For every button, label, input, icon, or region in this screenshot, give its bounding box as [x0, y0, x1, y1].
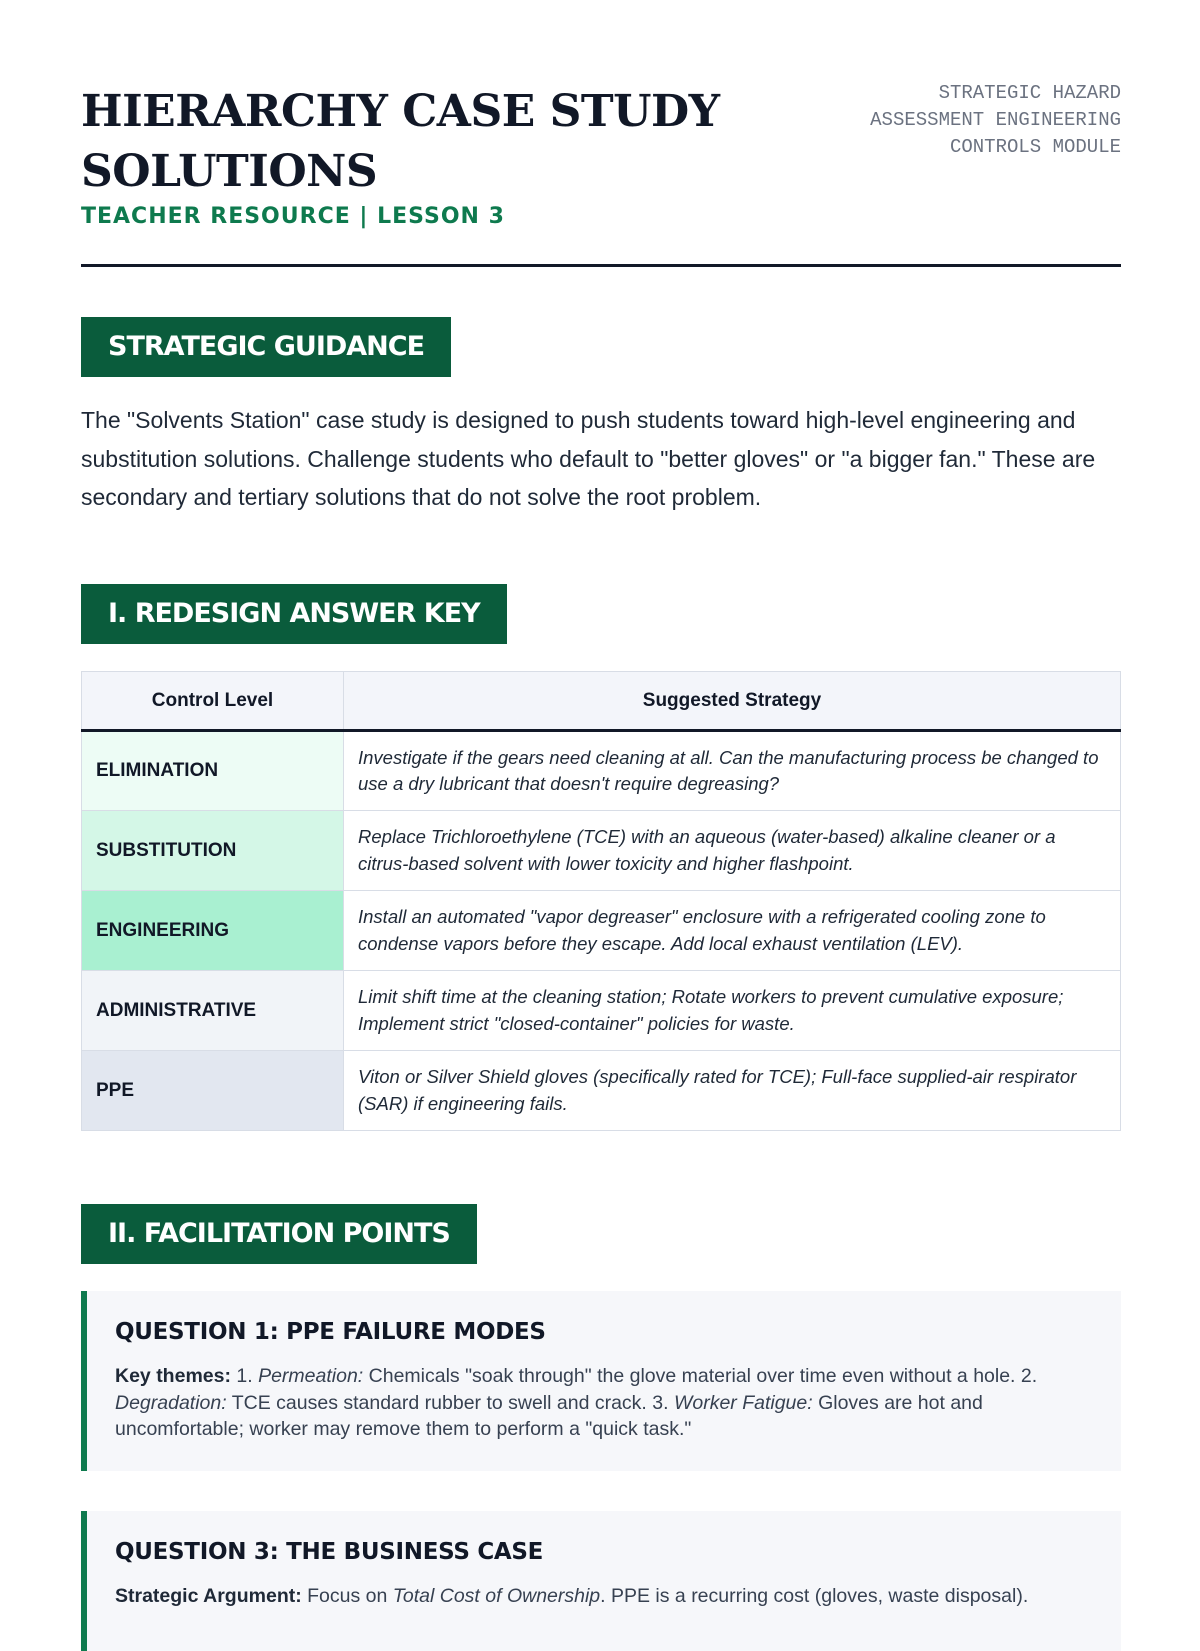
table-row	[82, 1051, 1121, 1131]
term-total-cost-of-ownership: Total Cost of Ownership	[392, 1585, 601, 1607]
table-row	[82, 891, 1121, 971]
term-degradation: Degradation:	[115, 1391, 227, 1414]
term-worker-fatigue: Worker Fatigue:	[673, 1391, 813, 1414]
guidance-paragraph: The "Solvents Station" case study is designed to push students toward high-level engineering and substitution solutions. Challenge students who default to "better gloves" or "a bigger fan." These are secondary and tertiary solutions that do not solve the root problem.	[81, 407, 1096, 510]
question-1-text: Chemicals "soak through" the glove material over time even without a hole. 2.	[363, 1365, 1038, 1387]
table-header-row	[82, 672, 1121, 731]
strategy-cell: Install an automated "vapor degreaser" enclosure with a refrigerated cooling zone to condense vapors before they escape. Add local exhaust ventilation (LEV).	[344, 891, 1121, 971]
strategy-cell: Viton or Silver Shield gloves (specifically rated for TCE); Full-face supplied-air respirator (SAR) if engineering fails.	[344, 1051, 1121, 1131]
key-themes-label: Key themes:	[115, 1365, 231, 1387]
control-level-cell: ELIMINATION	[82, 731, 344, 811]
section-heading-redesign: I. REDESIGN ANSWER KEY	[81, 584, 507, 644]
control-level-cell: SUBSTITUTION	[82, 811, 344, 891]
control-level-cell: ADMINISTRATIVE	[82, 971, 344, 1051]
table-row	[82, 971, 1121, 1051]
question-1-text: TCE causes standard rubber to swell and crack. 3.	[226, 1391, 674, 1414]
question-1-text: 1.	[230, 1365, 259, 1387]
column-header-control-level: Control Level	[82, 672, 344, 731]
document-header	[81, 0, 1121, 267]
strategic-argument-label: Strategic Argument:	[115, 1585, 302, 1607]
question-1-text: Gloves are hot and uncomfortable; worker may remove them to perform a "quick task."	[115, 1391, 983, 1440]
document-page	[81, 0, 1121, 1607]
section-heading-guidance: STRATEGIC GUIDANCE	[81, 317, 451, 377]
strategy-cell: Limit shift time at the cleaning station; Rotate workers to prevent cumulative exposure; Implement strict "closed-container" policies for waste.	[344, 971, 1121, 1051]
column-header-suggested-strategy: Suggested Strategy	[344, 672, 1121, 731]
strategy-cell: Investigate if the gears need cleaning at all. Can the manufacturing process be changed to use a dry lubricant that doesn't require degreasing?	[344, 731, 1121, 811]
table-row	[82, 811, 1121, 891]
strategy-cell: Replace Trichloroethylene (TCE) with an aqueous (water-based) alkaline cleaner or a citrus-based solvent with lower toxicity and higher flashpoint.	[344, 811, 1121, 891]
term-permeation: Permeation:	[258, 1365, 364, 1387]
page-subtitle: TEACHER RESOURCE | LESSON 3	[81, 204, 505, 229]
question-3-body	[115, 1583, 1094, 1610]
module-label: STRATEGIC HAZARD ASSESSMENT ENGINEERING CONTROLS MODULE	[870, 82, 1121, 158]
question-1-title: QUESTION 1: PPE FAILURE MODES	[115, 1319, 546, 1345]
question-3-text: . PPE is a recurring cost (gloves, waste disposal).	[600, 1585, 1029, 1607]
control-level-cell: ENGINEERING	[82, 891, 344, 971]
answer-key-table	[81, 671, 1121, 1131]
question-3-text: Focus on	[301, 1585, 393, 1607]
facilitation-card-question-3	[81, 1511, 1121, 1651]
question-1-body	[115, 1363, 1094, 1443]
control-level-cell: PPE	[82, 1051, 344, 1131]
section-heading-facilitation: II. FACILITATION POINTS	[81, 1204, 477, 1264]
page-title: HIERARCHY CASE STUDY SOLUTIONS	[81, 86, 720, 197]
table-row	[82, 731, 1121, 811]
question-3-title: QUESTION 3: THE BUSINESS CASE	[115, 1539, 544, 1565]
facilitation-card-question-1	[81, 1291, 1121, 1471]
